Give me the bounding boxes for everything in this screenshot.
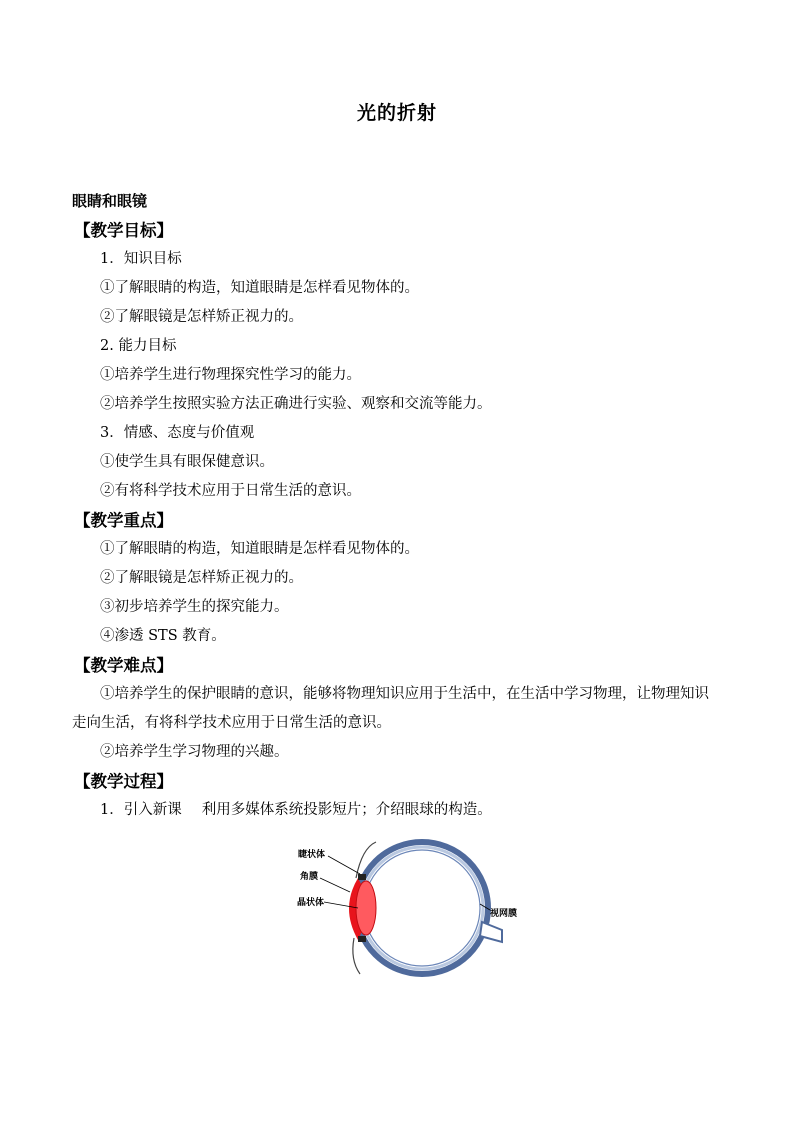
goal-emotion-title: 3．情感、态度与价值观	[100, 425, 255, 441]
label-ciliary: 睫状体	[298, 850, 326, 860]
difficulty-1: ①培养学生的保护眼睛的意识，能够将物理知识应用于生活中，在生活中学习物理，让物理知识走向生活，有将科学技术应用于日常生活的意识。	[72, 686, 709, 731]
goal-knowledge-1: ①了解眼睛的构造，知道眼睛是怎样看见物体的。	[100, 280, 419, 296]
goal-ability-2: ②培养学生按照实验方法正确进行实验、观察和交流等能力。	[100, 396, 492, 412]
lower-eyelid-line	[353, 938, 360, 974]
label-retina: 视网膜	[490, 909, 518, 919]
pointer-ciliary	[328, 856, 360, 874]
lesson-content	[72, 216, 722, 825]
key-point-1: ①了解眼睛的构造，知道眼睛是怎样看见物体的。	[100, 541, 419, 557]
key-point-2: ②了解眼镜是怎样矫正视力的。	[100, 570, 303, 586]
eye-structure-figure	[296, 838, 528, 978]
lens-shape	[356, 881, 376, 935]
goal-ability-title: 2. 能力目标	[100, 338, 177, 354]
retina-layer	[364, 850, 480, 966]
goal-knowledge-title: 1．知识目标	[100, 251, 182, 267]
ciliary-body-top	[358, 874, 366, 880]
process-step-1-text: 利用多媒体系统投影短片；介绍眼球的构造。	[201, 802, 492, 818]
section-heading-key-points: 【教学重点】	[74, 511, 173, 530]
key-point-4: ④渗透 STS 教育。	[100, 628, 226, 644]
ciliary-body-bottom	[358, 936, 366, 942]
label-cornea: 角膜	[300, 872, 319, 882]
goal-knowledge-2: ②了解眼镜是怎样矫正视力的。	[100, 309, 303, 325]
goal-emotion-2: ②有将科学技术应用于日常生活的意识。	[100, 483, 361, 499]
eye-diagram	[296, 838, 528, 978]
goal-emotion-1: ①使学生具有眼保健意识。	[100, 454, 274, 470]
difficulty-2: ②培养学生学习物理的兴趣。	[100, 744, 289, 760]
goal-ability-1: ①培养学生进行物理探究性学习的能力。	[100, 367, 361, 383]
pointer-cornea	[320, 878, 350, 892]
process-step-1	[72, 796, 722, 825]
section-heading-difficulties: 【教学难点】	[74, 656, 173, 675]
process-step-1-label: 1．引入新课	[100, 802, 182, 818]
section-heading-goals: 【教学目标】	[74, 221, 173, 240]
section-heading-process: 【教学过程】	[74, 772, 173, 791]
lesson-subtitle: 眼睛和眼镜	[72, 192, 148, 210]
page-title: 光的折射	[356, 102, 437, 124]
label-lens: 晶状体	[297, 898, 325, 908]
key-point-3: ③初步培养学生的探究能力。	[100, 599, 289, 615]
